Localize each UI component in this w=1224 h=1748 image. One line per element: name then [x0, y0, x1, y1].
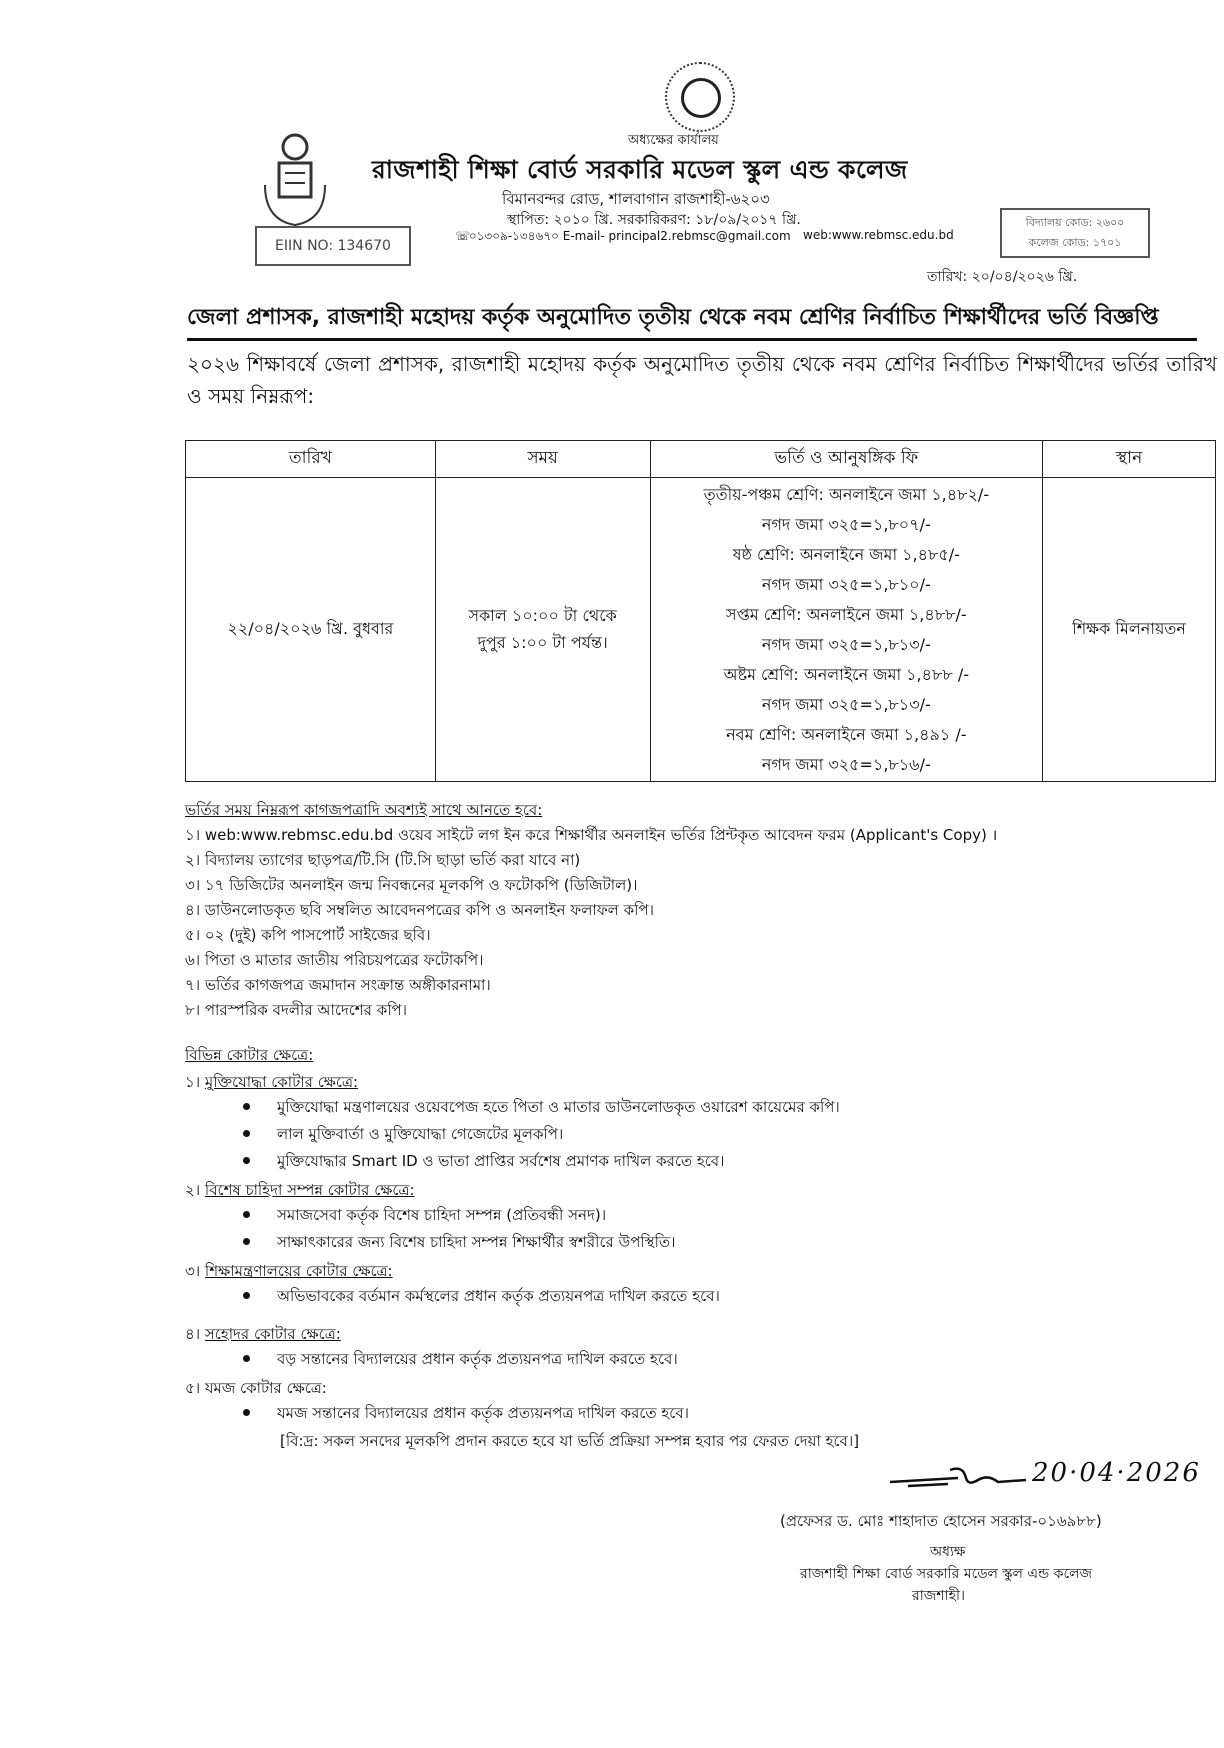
quota-section-title [185, 1376, 1185, 1400]
notice-title [187, 300, 1197, 336]
list-item: মুক্তিযোদ্ধার Smart ID ও ভাতা প্রাপ্তির সর্বশেষ প্রমাণক দাখিল করতে হবে। [185, 1148, 1185, 1175]
fee-line: নগদ জমা ৩২৫=১,৮১৩/- [761, 634, 931, 654]
quota-number: ১। [185, 1073, 201, 1091]
college-code: কলেজ কোড: ১৭০১ [1028, 236, 1122, 249]
time-start: সকাল ১০:০০ টা থেকে [468, 605, 617, 625]
list-item: ৩। ১৭ ডিজিটের অনলাইন জন্ম নিবন্ধনের মূলকপি ও ফটোকপি (ডিজিটাল)। [185, 876, 638, 894]
phone-email: ০১৩০৯-১৩৪৬৭০ E-mail- principal2.rebmsc@gmail.com [468, 229, 791, 243]
list-item: মুক্তিযোদ্ধা মন্ত্রণালয়ের ওয়েবপেজ হতে পিতা ও মাতার ডাউনলোডকৃত ওয়ারেশ কায়েমের কপি। [185, 1094, 1185, 1121]
quota-title: বিশেষ চাহিদা সম্পন্ন কোটার ক্ষেত্রে: [204, 1181, 415, 1199]
header-fees: ভর্তি ও আনুষঙ্গিক ফি [650, 441, 1043, 478]
admission-venue: শিক্ষক মিলনায়তন [1043, 478, 1216, 782]
fee-line: নগদ জমা ৩২৫=১,৮১০/- [761, 574, 931, 594]
list-item: ৪। ডাউনলোডকৃত ছবি সম্বলিত আবেদনপত্রের কপি ও অনলাইন ফলাফল কপি। [185, 901, 654, 919]
table-header-row [186, 441, 1216, 478]
signature-scribble [888, 1460, 1028, 1496]
list-item: অভিভাবকের বর্তমান কর্মস্থলের প্রধান কর্তৃক প্রত্যয়নপত্র দাখিল করতে হবে। [185, 1283, 1185, 1310]
list-item: বড় সন্তানের বিদ্যালয়ের প্রধান কর্তৃক প্রত্যয়নপত্র দাখিল করতে হবে। [185, 1346, 1185, 1373]
quota-section-title [185, 1070, 1185, 1094]
quota-section-title [185, 1259, 1185, 1283]
fee-line: সপ্তম শ্রেণি: অনলাইনে জমা ১,৪৮৮/- [726, 604, 967, 624]
eiin-box: EIIN NO: 134670 [255, 226, 411, 266]
quota-section-title [185, 1178, 1185, 1202]
header-date: তারিখ [186, 441, 436, 478]
notice-title-text: জেলা প্রশাসক, রাজশাহী মহোদয় কর্তৃক অনুমোদিত তৃতীয় থেকে নবম শ্রেণির নির্বাচিত শিক্ষার্থীদের ভর্তি বিজ্ঞপ্তি [187, 305, 1159, 330]
quota-title: মুক্তিযোদ্ধা কোটার ক্ষেত্রে: [204, 1073, 359, 1091]
quota-title: শিক্ষামন্ত্রণালয়ের কোটার ক্ষেত্রে: [204, 1262, 393, 1280]
notice-date: তারিখ: ২০/০৪/২০২৬ খ্রি. [927, 269, 1078, 285]
college-name: রাজশাহী শিক্ষা বোর্ড সরকারি মডেল স্কুল এন্ড কলেজ [372, 155, 908, 184]
list-item: সাক্ষাৎকারের জন্য বিশেষ চাহিদা সম্পন্ন শিক্ষার্থীর স্বশরীরে উপস্থিতি। [185, 1229, 1185, 1256]
fee-line: অষ্টম শ্রেণি: অনলাইনে জমা ১,৪৮৮ /- [723, 664, 970, 684]
admission-time [435, 478, 650, 782]
intro-paragraph: ২০২৬ শিক্ষাবর্ষে জেলা প্রশাসক, রাজশাহী মহোদয় কর্তৃক অনুমোদিত তৃতীয় থেকে নবম শ্রেণির নির্বাচিত শিক্ষার্থীদের ভর্তির তারিখ ও সময় নিম্নরূপ: [187, 352, 1217, 408]
quota-number: ৪। [185, 1325, 201, 1343]
admission-fees [650, 478, 1043, 782]
header-venue: স্থান [1043, 441, 1216, 478]
quota-requirements [185, 1040, 1185, 1427]
fee-line: নগদ জমা ৩২৫=১,৮১৬/- [761, 754, 931, 774]
required-documents [185, 798, 1185, 1023]
list-item: লাল মুক্তিবার্তা ও মুক্তিযোদ্ধা গেজেটের মূলকপি। [185, 1121, 1185, 1148]
admission-schedule-table [185, 440, 1216, 782]
website: web:www.rebmsc.edu.bd [803, 228, 954, 242]
list-item: ৫। ০২ (দুই) কপি পাসপোর্ট সাইজের ছবি। [185, 926, 431, 944]
fee-line: নবম শ্রেণি: অনলাইনে জমা ১,৪৯১ /- [726, 724, 967, 744]
phone-icon: ☏ [455, 229, 471, 243]
quota-number: ২। [185, 1181, 201, 1199]
college-address: বিমানবন্দর রোড, শালবাগান রাজশাহী-৬২০৩ [502, 190, 770, 208]
fee-line: ষষ্ঠ শ্রেণি: অনলাইনে জমা ১,৪৮৫/- [732, 544, 960, 564]
table-row [186, 478, 1216, 782]
list-item: যমজ সন্তানের বিদ্যালয়ের প্রধান কর্তৃক প্রত্যয়নপত্র দাখিল করতে হবে। [185, 1400, 1185, 1427]
title-underline [187, 338, 1197, 341]
header-time: সময় [435, 441, 650, 478]
quota-number: ৩। [185, 1262, 201, 1280]
school-code: বিদ্যালয় কোড: ২৬০০ [1025, 216, 1125, 229]
list-item: ৮। পারস্পরিক বদলীর আদেশের কপি। [185, 1001, 408, 1019]
principal-city: রাজশাহী। [912, 1588, 965, 1604]
quota-heading: বিভিন্ন কোটার ক্ষেত্রে: [185, 1046, 314, 1064]
list-item: ১। web:www.rebmsc.edu.bd ওয়েব সাইটে লগ ইন করে শিক্ষার্থীর অনলাইন ভর্তির প্রিন্টকৃত আবেদন ফরম (Applicant's Copy) । [185, 826, 998, 844]
quota-title: সহোদর কোটার ক্ষেত্রে: [204, 1325, 341, 1343]
list-item: সমাজসেবা কর্তৃক বিশেষ চাহিদা সম্পন্ন (প্রতিবন্ধী সনদ)। [185, 1202, 1185, 1229]
quota-section-title [185, 1322, 1185, 1346]
signature-date: 20·04·2026 [1032, 1458, 1201, 1488]
institution-code-box [1000, 208, 1150, 258]
office-label: অধ্যক্ষের কার্যালয় [628, 133, 719, 148]
government-seal-icon [665, 62, 735, 132]
quota-number: ৫। [185, 1379, 201, 1397]
note: [বি:দ্র: সকল সনদের মূলকপি প্রদান করতে হবে যা ভর্তি প্রক্রিয়া সম্পন্ন হবার পর ফেরত দেয়া হবে।] [280, 1432, 860, 1450]
list-item: ২। বিদ্যালয় ত্যাগের ছাড়পত্র/টি.সি (টি.সি ছাড়া ভর্তি করা যাবে না) [185, 851, 581, 869]
principal-title: অধ্যক্ষ [930, 1544, 966, 1560]
established-info: স্থাপিত: ২০১০ খ্রি. সরকারিকরণ: ১৮/০৯/২০১৭ খ্রি. [507, 212, 801, 228]
principal-name: (প্রফেসর ড. মোঃ শাহাদাত হোসেন সরকার-০১৬৯৮৮) [780, 1512, 1102, 1530]
documents-heading: ভর্তির সময় নিম্নরূপ কাগজপত্রাদি অবশ্যই সাথে আনতে হবে: [185, 801, 543, 819]
fee-line: নগদ জমা ৩২৫=১,৮১৩/- [761, 694, 931, 714]
college-logo-icon [255, 125, 335, 230]
principal-college: রাজশাহী শিক্ষা বোর্ড সরকারি মডেল স্কুল এন্ড কলেজ [800, 1566, 1093, 1582]
fee-line: নগদ জমা ৩২৫=১,৮০৭/- [761, 514, 931, 534]
quota-title: যমজ কোটার ক্ষেত্রে: [204, 1379, 327, 1397]
time-end: দুপুর ১:০০ টা পর্যন্ত। [477, 632, 608, 652]
contact-row [455, 228, 975, 248]
list-item: ৭। ভর্তির কাগজপত্র জমাদান সংক্রান্ত অঙ্গীকারনামা। [185, 976, 491, 994]
fee-line: তৃতীয়-পঞ্চম শ্রেণি: অনলাইনে জমা ১,৪৮২/- [703, 484, 990, 504]
admission-date: ২২/০৪/২০২৬ খ্রি. বুধবার [186, 478, 436, 782]
list-item: ৬। পিতা ও মাতার জাতীয় পরিচয়পত্রের ফটোকপি। [185, 951, 484, 969]
